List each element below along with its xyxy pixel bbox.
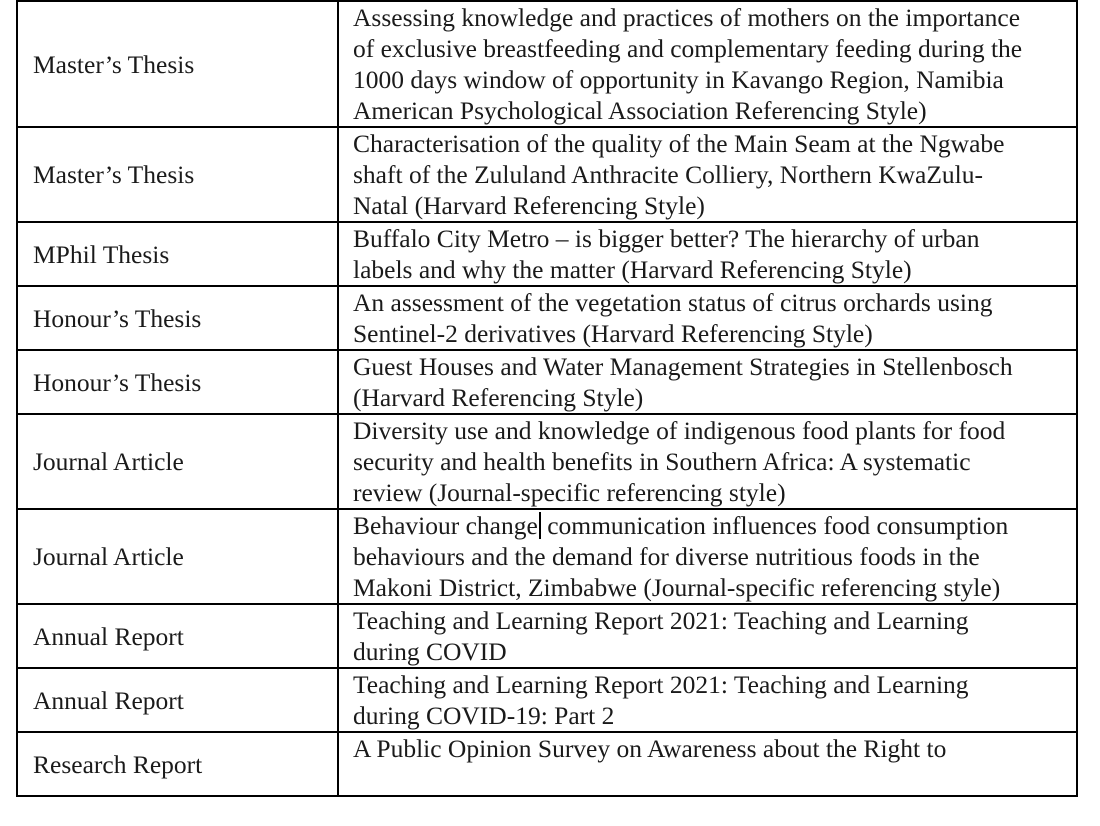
document-title-cell[interactable] (338, 732, 1077, 796)
title-line: Teaching and Learning Report 2021: Teaching and Learning (353, 670, 969, 699)
document-type-cell[interactable]: Annual Report (17, 668, 338, 732)
document-title-cell[interactable] (338, 604, 1077, 668)
table-body (17, 0, 1077, 796)
document-title-cell[interactable] (338, 286, 1077, 350)
title-line: American Psychological Association Referencing Style) (353, 96, 927, 125)
title-line: Buffalo City Metro – is bigger better? The hierarchy of urban (353, 224, 980, 253)
title-line: An assessment of the vegetation status of citrus orchards using (353, 288, 993, 317)
document-title-cell[interactable] (338, 509, 1077, 604)
title-line: labels and why the matter (Harvard Referencing Style) (353, 255, 912, 284)
table-row (17, 732, 1077, 796)
title-line: during COVID (353, 637, 507, 666)
document-title-cell[interactable] (338, 350, 1077, 414)
title-line: Sentinel-2 derivatives (Harvard Referencing Style) (353, 319, 873, 348)
document-title-cell[interactable] (338, 1, 1077, 127)
title-line: of exclusive breastfeeding and complementary feeding during the (353, 34, 1023, 63)
title-line-segment: communication influences food consumption (540, 511, 1009, 540)
title-line: Assessing knowledge and practices of mothers on the importance (353, 3, 1021, 32)
title-line (353, 510, 1072, 541)
table-row (17, 668, 1077, 732)
document-type-cell[interactable]: Journal Article (17, 414, 338, 509)
title-line: Characterisation of the quality of the Main Seam at the Ngwabe (353, 129, 1005, 158)
title-line: review (Journal-specific referencing style) (353, 478, 786, 507)
title-line: (Harvard Referencing Style) (353, 383, 644, 412)
title-line: security and health benefits in Southern Africa: A systematic (353, 447, 971, 476)
title-line: 1000 days window of opportunity in Kavango Region, Namibia (353, 65, 1004, 94)
title-line: Guest Houses and Water Management Strategies in Stellenbosch (353, 352, 1013, 381)
document-type-cell[interactable]: Research Report (17, 732, 338, 796)
title-line: Makoni District, Zimbabwe (Journal-specific referencing style) (353, 573, 1001, 602)
table-row (17, 604, 1077, 668)
table-row (17, 1, 1077, 127)
document-type-cell[interactable]: Master’s Thesis (17, 127, 338, 222)
title-line (353, 764, 1072, 795)
document-title-cell[interactable] (338, 222, 1077, 286)
title-line: Diversity use and knowledge of indigenous food plants for food (353, 416, 1006, 445)
title-line: Teaching and Learning Report 2021: Teaching and Learning (353, 606, 969, 635)
document-type-cell[interactable]: Honour’s Thesis (17, 286, 338, 350)
title-line: during COVID-19: Part 2 (353, 701, 615, 730)
title-line: behaviours and the demand for diverse nutritious foods in the (353, 542, 980, 571)
document-type-cell[interactable]: Annual Report (17, 604, 338, 668)
table-row (17, 350, 1077, 414)
title-line: Natal (Harvard Referencing Style) (353, 191, 705, 220)
document-title-cell[interactable] (338, 127, 1077, 222)
document-type-cell[interactable]: Journal Article (17, 509, 338, 604)
document-title-cell[interactable] (338, 668, 1077, 732)
document-type-cell[interactable]: Master’s Thesis (17, 1, 338, 127)
document-type-cell[interactable]: MPhil Thesis (17, 222, 338, 286)
table-row (17, 286, 1077, 350)
table-row (17, 414, 1077, 509)
title-line-segment: Behaviour change (353, 511, 538, 540)
table-row (17, 127, 1077, 222)
title-line: shaft of the Zululand Anthracite Colliery, Northern KwaZulu- (353, 160, 984, 189)
table-row (17, 222, 1077, 286)
document-title-cell[interactable] (338, 414, 1077, 509)
table-row (17, 509, 1077, 604)
reference-table (16, 0, 1078, 797)
title-line: A Public Opinion Survey on Awareness about the Right to (353, 734, 947, 763)
document-type-cell[interactable]: Honour’s Thesis (17, 350, 338, 414)
